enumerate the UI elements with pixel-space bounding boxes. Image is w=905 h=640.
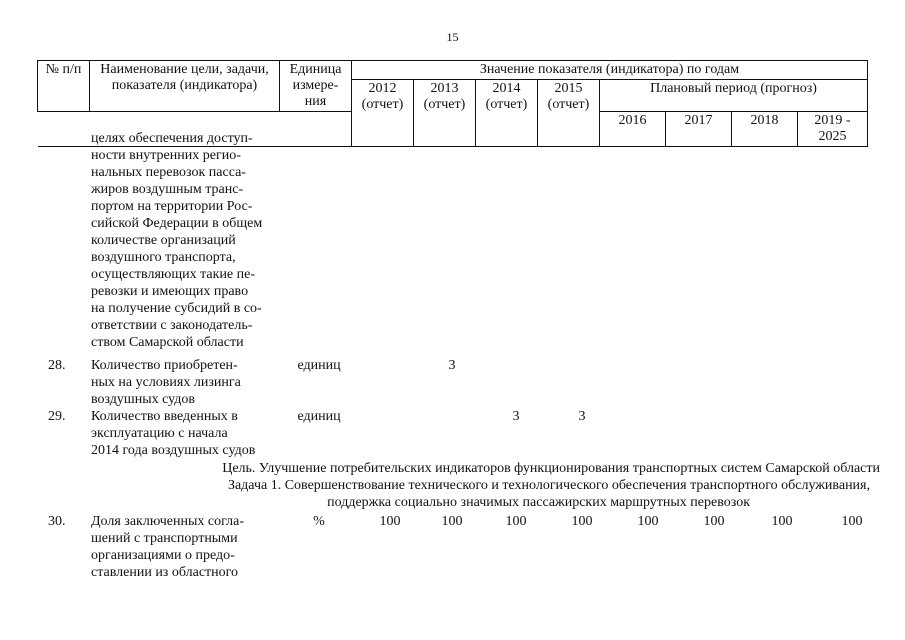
row-unit: % (313, 514, 325, 529)
header-year-2012: 2012 (отчет) (352, 80, 414, 147)
value-2016: 100 (637, 514, 659, 529)
value-2019-2025: 100 (841, 514, 863, 529)
value-2018: 100 (771, 514, 793, 529)
value-2017: 100 (703, 514, 725, 529)
value-2014: 3 (512, 409, 520, 424)
row-name: Количество введенных в эксплуатацию с начала 2014 года воздушных судов (91, 409, 256, 458)
header-planned: Плановый период (прогноз) (600, 80, 868, 112)
continued-text: целях обеспечения доступ- ности внутренних регио- нальных перевозок пасса- жиров воздушным транс- портом на территории Рос- сийской Федерации в общем количестве организаций воздушного транспорта, осуществляющих такие пе- ревозки и имеющих право на получение субсидий в со- ответствии с законодатель- ством Самарской области (91, 131, 263, 350)
header-year-2015: 2015 (отчет) (538, 80, 600, 147)
row-unit: единиц (297, 409, 341, 424)
header-year-2016: 2016 (600, 112, 666, 147)
header-year-2017: 2017 (666, 112, 732, 147)
value-2015: 3 (578, 409, 586, 424)
value-2013: 3 (448, 358, 456, 373)
value-2013: 100 (441, 514, 463, 529)
header-year-2018: 2018 (732, 112, 798, 147)
row-unit: единиц (297, 358, 341, 373)
row-number: 29. (48, 409, 66, 424)
header-name: Наименование цели, задачи, показателя (индикатора) (90, 61, 280, 112)
value-2012: 100 (379, 514, 401, 529)
value-2014: 100 (505, 514, 527, 529)
header-unit: Единица измере-ния (280, 61, 352, 112)
header-year-2013: 2013 (отчет) (414, 80, 476, 147)
row-name: Количество приобретен- ных на условиях лизинга воздушных судов (91, 358, 241, 407)
row-number: 30. (48, 514, 66, 529)
task-heading-line1: Задача 1. Совершенствование технического и технологического обеспечения транспортного обслуживания, (227, 478, 870, 493)
row-number: 28. (48, 358, 66, 373)
value-2015: 100 (571, 514, 593, 529)
header-year-2014: 2014 (отчет) (476, 80, 538, 147)
header-values: Значение показателя (индикатора) по годам (352, 61, 868, 80)
header-year-2019-2025: 2019 - 2025 (798, 112, 868, 147)
task-heading-line2: поддержка социально значимых пассажирских маршрутных перевозок (327, 495, 750, 510)
goal-heading: Цель. Улучшение потребительских индикаторов функционирования транспортных систем Самарской области (222, 461, 880, 476)
page-number: 15 (446, 30, 459, 44)
row-name: Доля заключенных согла- шений с транспортными организациями о предо- ставлении из областного (91, 514, 245, 580)
header-no: № п/п (38, 61, 90, 112)
